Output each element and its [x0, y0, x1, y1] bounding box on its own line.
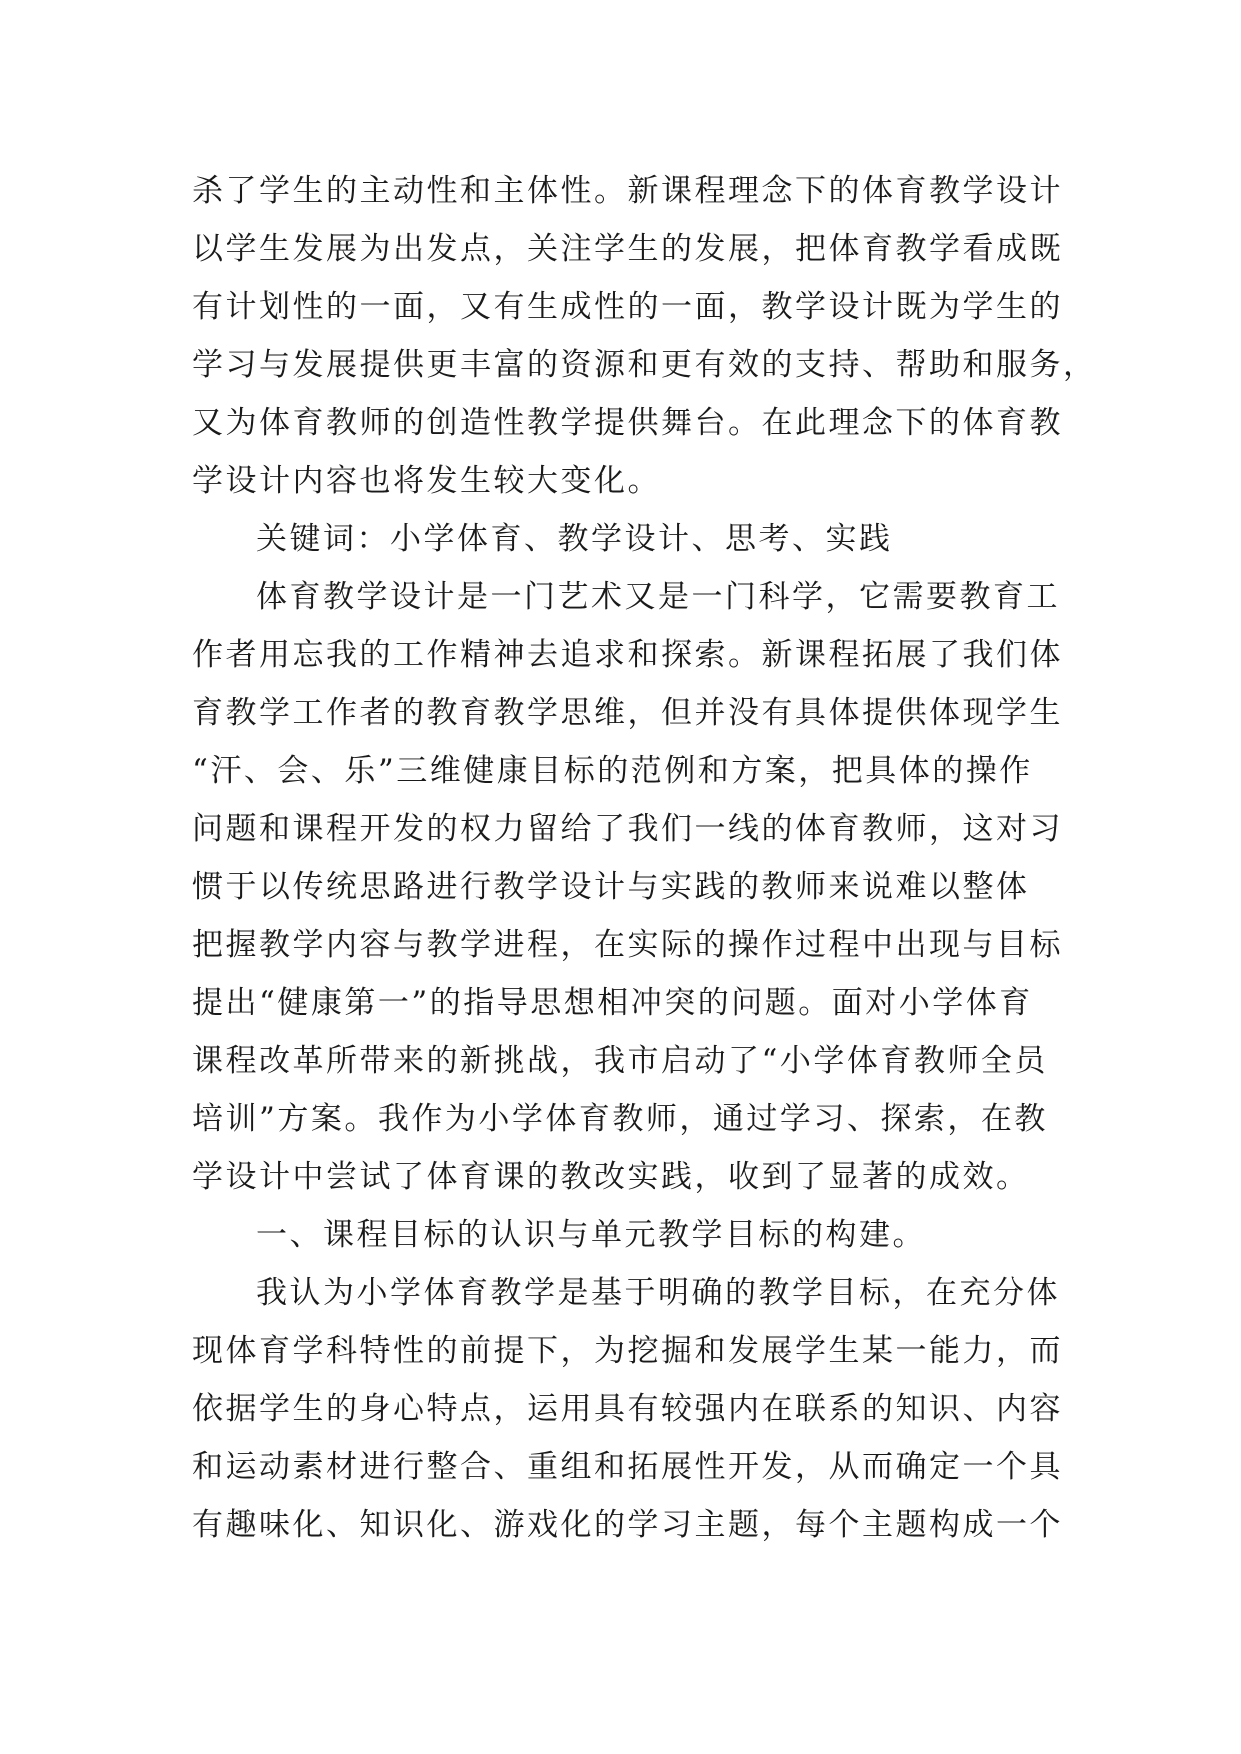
section-heading: 一、课程目标的认识与单元教学目标的构建。 [256, 1217, 926, 1253]
text-line: 有计划性的一面，又有生成性的一面，教学设计既为学生的 [192, 289, 1063, 325]
text-line: 惯于以传统思路进行教学设计与实践的教师来说难以整体 [192, 869, 1030, 905]
text-line: 提出“健康第一”的指导思想相冲突的问题。面对小学体育 [192, 985, 1033, 1021]
paragraph-start-line: 我认为小学体育教学是基于明确的教学目标，在充分体 [256, 1275, 1060, 1311]
paragraph-start-line: 体育教学设计是一门艺术又是一门科学，它需要教育工 [256, 579, 1060, 615]
text-line: 作者用忘我的工作精神去追求和探索。新课程拓展了我们体 [192, 637, 1063, 673]
text-line: 学设计中尝试了体育课的教改实践，收到了显著的成效。 [192, 1159, 1030, 1195]
text-line: 学习与发展提供更丰富的资源和更有效的支持、帮助和服务， [192, 347, 1097, 383]
text-line: 学设计内容也将发生较大变化。 [192, 463, 661, 499]
text-line: 以学生发展为出发点，关注学生的发展，把体育教学看成既 [192, 231, 1063, 267]
text-line: “汗、会、乐”三维健康目标的范例和方案，把具体的操作 [192, 753, 1033, 789]
text-line: 杀了学生的主动性和主体性。新课程理念下的体育教学设计 [192, 173, 1063, 209]
text-line: 有趣味化、知识化、游戏化的学习主题，每个主题构成一个 [192, 1507, 1063, 1543]
text-line: 和运动素材进行整合、重组和拓展性开发，从而确定一个具 [192, 1449, 1063, 1485]
keywords-line: 关键词：小学体育、教学设计、思考、实践 [256, 521, 893, 557]
document-body [192, 162, 1097, 1554]
text-line: 把握教学内容与教学进程，在实际的操作过程中出现与目标 [192, 927, 1063, 963]
text-line: 又为体育教师的创造性教学提供舞台。在此理念下的体育教 [192, 405, 1063, 441]
text-line: 现体育学科特性的前提下，为挖掘和发展学生某一能力，而 [192, 1333, 1063, 1369]
text-line: 培训”方案。我作为小学体育教师，通过学习、探索，在教 [192, 1101, 1048, 1137]
text-line: 问题和课程开发的权力留给了我们一线的体育教师，这对习 [192, 811, 1063, 847]
text-line: 育教学工作者的教育教学思维，但并没有具体提供体现学生 [192, 695, 1063, 731]
text-line: 课程改革所带来的新挑战，我市启动了“小学体育教师全员 [192, 1043, 1048, 1079]
text-line: 依据学生的身心特点，运用具有较强内在联系的知识、内容 [192, 1391, 1063, 1427]
